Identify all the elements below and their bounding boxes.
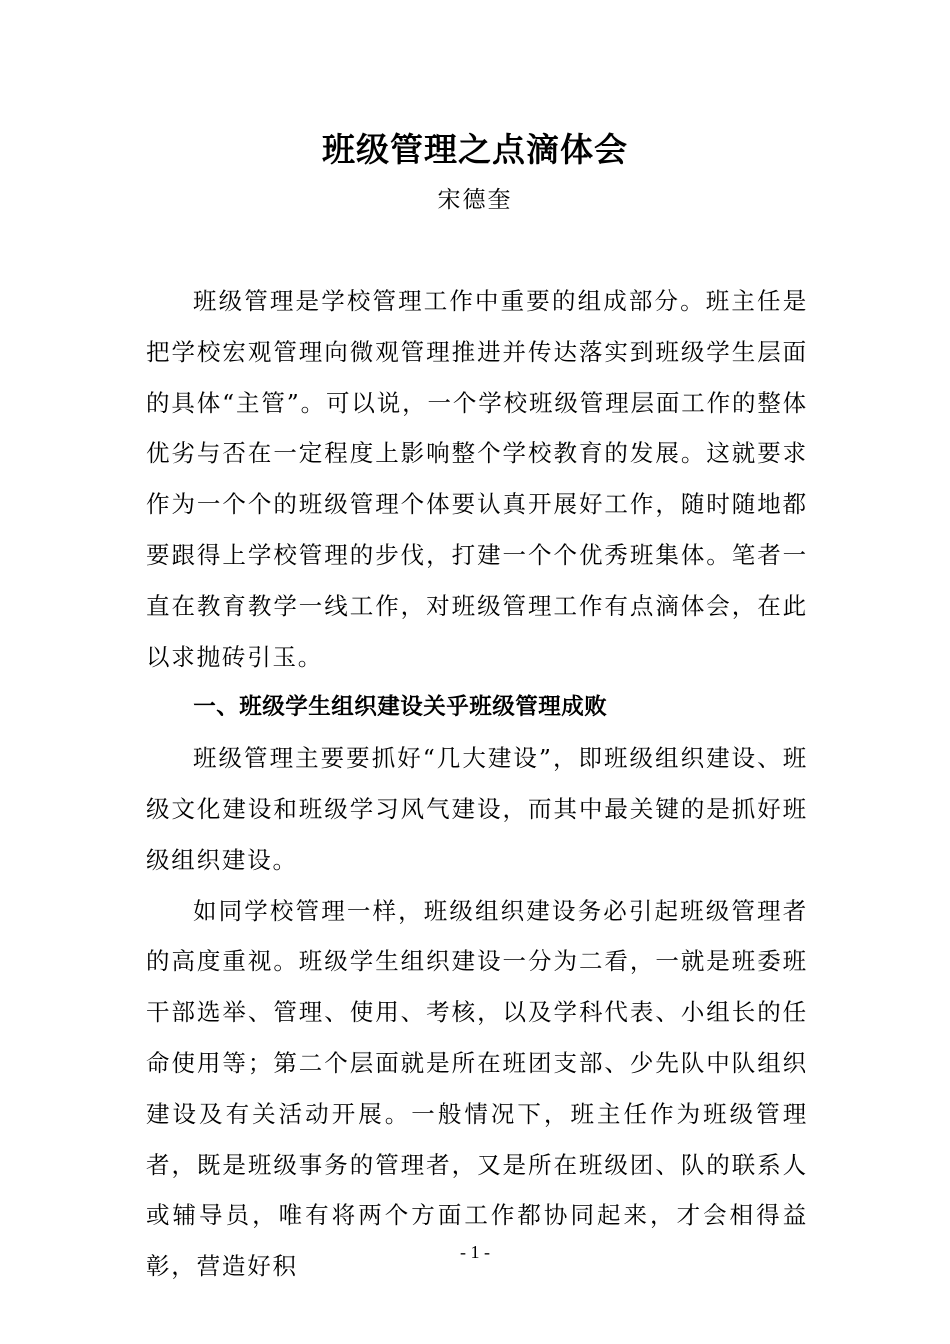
page-number: - 1 - <box>460 1242 490 1262</box>
section-heading-1: 一、班级学生组织建设关乎班级管理成败 <box>193 694 608 721</box>
document-author: 宋德奎 <box>437 187 513 213</box>
paragraph-section-1-b: 如同学校管理一样，班级组织建设务必引起班级管理者的高度重视。班级学生组织建设一分为二看，一就是班委班干部选举、管理、使用、考核，以及学科代表、小组长的任命使用等；第二个层面就是所在班团支部、少先队中队组织建设及有关活动开展。一般情况下，班主任作为班级管理者，既是班级事务的管理者，又是所在班级团、队的联系人或辅导员，唯有将两个方面工作都协同起来，才会相得益彰，营造好积 <box>146 896 808 1281</box>
paragraph-section-1-a: 班级管理主要要抓好“几大建设”，即班级组织建设、班级文化建设和班级学习风气建设，而其中最关键的是抓好班级组织建设。 <box>146 744 808 874</box>
paragraph-intro: 班级管理是学校管理工作中重要的组成部分。班主任是把学校宏观管理向微观管理推进并传达落实到班级学生层面的具体“主管”。可以说，一个学校班级管理层面工作的整体优劣与否在一定程度上影响整个学校教育的发展。这就要求作为一个个的班级管理个体要认真开展好工作，随时随地都要跟得上学校管理的步伐，打建一个个优秀班集体。笔者一直在教育教学一线工作，对班级管理工作有点滴体会，在此以求抛砖引玉。 <box>146 287 808 671</box>
document-title: 班级管理之点滴体会 <box>322 130 628 169</box>
document-body <box>146 276 808 1292</box>
